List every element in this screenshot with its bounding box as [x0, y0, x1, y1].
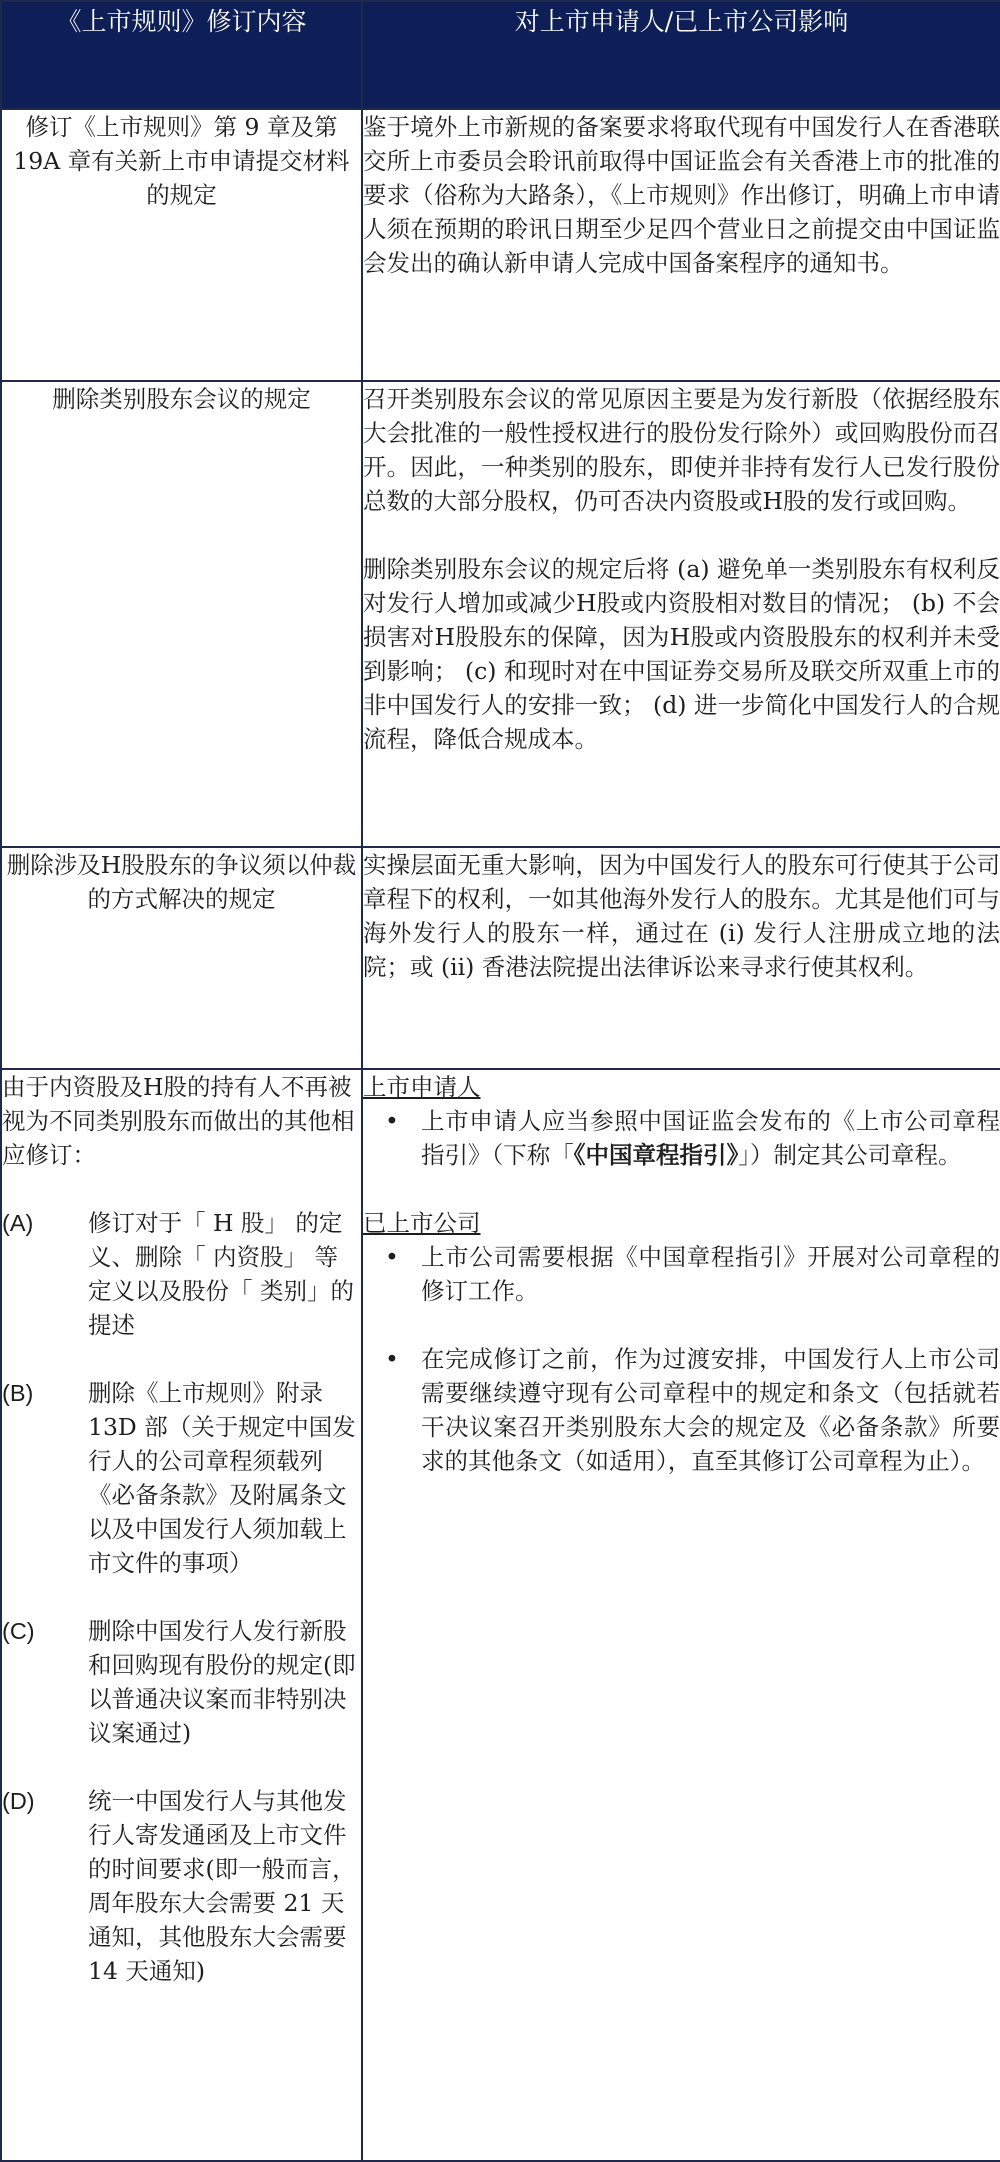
bullet-item: • 在完成修订之前，作为过渡安排，中国发行人上市公司需要继续遵守现有公司章程中的规定和条文（包括就若干决议案召开类别股东大会的规定及《必备条款》所要求的其他条文（如适用），直至其修订公司章程为止）。	[363, 1342, 1000, 1478]
applicants-bullets	[363, 1104, 1000, 1172]
list-item	[2, 1784, 361, 1988]
bullet-text: 上市申请人应当参照中国证监会发布的《上市公司章程指引》（下称「	[421, 1107, 1000, 1169]
row2-amendment: 删除类别股东会议的规定	[1, 381, 362, 847]
row4-impact	[362, 1069, 1000, 2161]
table-row	[1, 381, 1000, 847]
row1-impact: 鉴于境外上市新规的备案要求将取代现有中国发行人在香港联交所上市委员会聆讯前取得中国证监会有关香港上市的批准的要求（俗称为大路条），《上市规则》作出修订，明确上市申请人须在预期的聆讯日期至少足四个营业日之前提交由中国证监会发出的确认新申请人完成中国备案程序的通知书。	[362, 109, 1000, 381]
list-item	[2, 1376, 361, 1580]
header-col-amendment: 《上市规则》修订内容	[1, 1, 362, 109]
header-col-impact: 对上市申请人/已上市公司影响	[362, 1, 1000, 109]
list-item	[2, 1206, 361, 1342]
bullet-item: • 上市公司需要根据《中国章程指引》开展对公司章程的修订工作。	[363, 1240, 1000, 1308]
item-text: 删除中国发行人发行新股和回购现有股份的规定(即以普通决议案而非特别决议案通过)	[88, 1617, 356, 1747]
row3-amendment: 删除涉及H股股东的争议须以仲裁的方式解决的规定	[1, 847, 362, 1069]
row4-amendment	[1, 1069, 362, 2161]
subheading-listed-companies: 已上市公司	[363, 1209, 481, 1237]
item-label: (A)	[2, 1210, 34, 1236]
list-item	[2, 1614, 361, 1750]
bullet-item	[363, 1104, 1000, 1172]
item-label: (D)	[2, 1788, 35, 1814]
item-text: 删除《上市规则》附录 13D 部（关于规定中国发行人的公司章程须载列《必备条款》及附属条文以及中国发行人须加载上市文件的事项）	[88, 1379, 356, 1577]
row2-impact	[362, 381, 1000, 847]
item-text: 修订对于「 H 股」 的定义、删除「 内资股」 等定义以及股份「 类别」的提述	[88, 1209, 354, 1339]
item-label: (C)	[2, 1618, 35, 1644]
table-header-row	[1, 1, 1000, 109]
table-row	[1, 1069, 1000, 2161]
table-row	[1, 109, 1000, 381]
row4-intro: 由于内资股及H股的持有人不再被视为不同类别股东而做出的其他相应修订：	[2, 1073, 355, 1169]
row3-impact: 实操层面无重大影响，因为中国发行人的股东可行使其于公司章程下的权利，一如其他海外发行人的股东。尤其是他们可与海外发行人的股东一样，通过在 (i) 发行人注册成立地的法院；或 (ii) 香港法院提出法律诉讼来寻求行使其权利。	[362, 847, 1000, 1069]
item-label: (B)	[2, 1380, 34, 1406]
row2-impact-para1: 召开类别股东会议的常见原因主要是为发行新股（依据经股东大会批准的一般性授权进行的股份发行除外）或回购股份而召开。因此，一种类别的股东，即使并非持有发行人已发行股份总数的大部分股权，仍可否决内资股或H股的发行或回购。	[363, 385, 1000, 515]
bullet-text-end: 」）制定其公司章程。	[738, 1141, 962, 1169]
listed-bullets-2	[363, 1342, 1000, 1478]
listed-bullets	[363, 1240, 1000, 1308]
item-text: 统一中国发行人与其他发行人寄发通函及上市文件的时间要求(即一般而言，周年股东大会需要 21 天通知，其他股东大会需要 14 天通知)	[88, 1787, 356, 1985]
table-row	[1, 847, 1000, 1069]
bullet-bold-term: 《中国章程指引》	[573, 1141, 739, 1169]
subheading-applicants: 上市申请人	[363, 1073, 481, 1101]
row1-amendment: 修订《上市规则》第 9 章及第 19A 章有关新上市申请提交材料的规定	[1, 109, 362, 381]
row2-impact-para2: 删除类别股东会议的规定后将 (a) 避免单一类别股东有权利反对发行人增加或减少H股或内资股相对数目的情况； (b) 不会损害对H股股东的保障，因为H股或内资股股东的权利并未受到影响； (c) 和现时对在中国证券交易所及联交所双重上市的非中国发行人的安排一致； (d) 进一步简化中国发行人的合规流程，降低合规成本。	[363, 555, 1000, 753]
